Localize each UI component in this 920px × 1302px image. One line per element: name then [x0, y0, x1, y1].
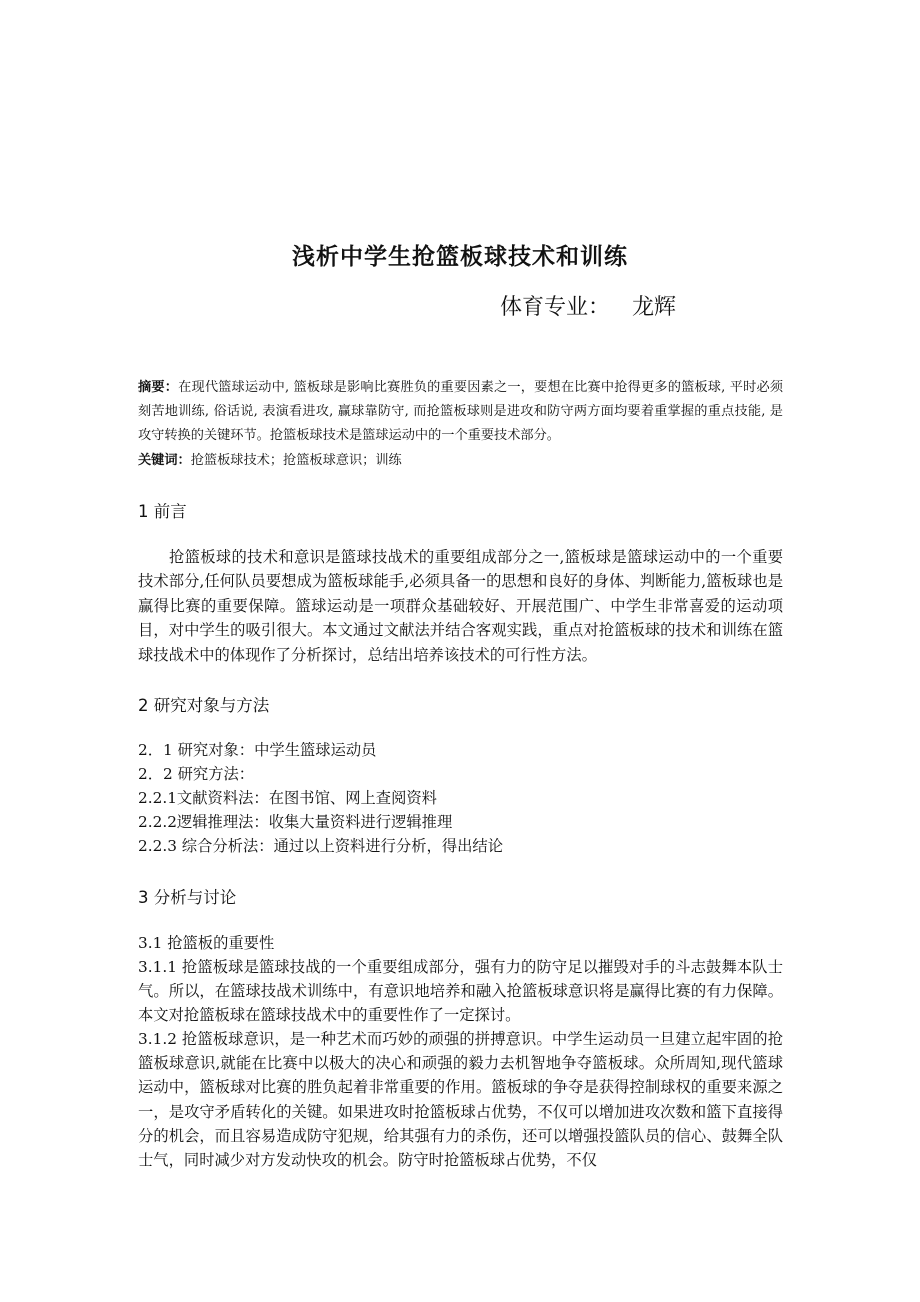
keywords: [138, 449, 783, 473]
introduction-paragraph: 抢篮板球的技术和意识是篮球技战术的重要组成部分之一,篮板球是篮球运动中的一个重要技术部分,任何队员要想成为篮板球能手,必须具备一的思想和良好的身体、判断能力,篮板球也是赢得比赛的重要保障。篮球运动是一项群众基础较好、开展范围广、中学生非常喜爱的运动项目，对中学生的吸引很大。本文通过文献法并结合客观实践，重点对抢篮板球的技术和训练在篮球技战术中的体现作了分析探讨，总结出培养该技术的可行性方法。: [138, 548, 783, 664]
keywords-text: 抢篮板球技术；抢篮板球意识；训练: [190, 453, 402, 468]
methods-line: 2.2.1文献资料法：在图书馆、网上查阅资料: [138, 789, 437, 807]
abstract-label: 摘要：: [138, 380, 179, 395]
methods-line: 2．1 研究对象：中学生篮球运动员: [138, 741, 377, 759]
author-name: 龙辉: [632, 295, 677, 320]
subsection-heading: 3.1 抢篮板的重要性: [138, 934, 275, 952]
section-heading-methods: 2 研究对象与方法: [138, 696, 270, 715]
keywords-label: 关键词：: [138, 453, 191, 468]
methods-line: 2．2 研究方法：: [138, 765, 255, 783]
author-label: 体育专业：: [500, 295, 611, 320]
methods-line: 2.2.2逻辑推理法：收集大量资料进行逻辑推理: [138, 813, 453, 831]
analysis-paragraph-2: 3.1.2 抢篮板球意识，是一种艺术而巧妙的顽强的拼搏意识。中学生运动员一旦建立起牢固的抢篮板球意识,就能在比赛中以极大的决心和顽强的毅力去机智地争夺篮板球。众所周知,现代篮球运动中，篮板球对比赛的胜负起着非常重要的作用。篮板球的争夺是获得控制球权的重要来源之一，是攻守矛盾转化的关键。如果进攻时抢篮板球占优势，不仅可以增加进攻次数和篮下直接得分的机会，而且容易造成防守犯规，给其强有力的杀伤，还可以增强投篮队员的信心、鼓舞全队士气，同时减少对方发动快攻的机会。防守时抢篮板球占优势，不仅: [138, 1030, 783, 1170]
abstract: [138, 376, 783, 448]
abstract-text: 在现代篮球运动中, 篮板球是影响比赛胜负的重要因素之一，要想在比赛中抢得更多的篮板球, 平时必须刻苦地训练, 俗话说, 表演看进攻, 赢球靠防守, 而抢篮板球则是进攻和防守两方面均要着重掌握的重点技能, 是攻守转换的关键环节。抢篮板球技术是篮球运动中的一个重要技术部分。: [138, 380, 784, 443]
paper-title: 浅析中学生抢篮板球技术和训练: [292, 244, 628, 270]
methods-line: 2.2.3 综合分析法：通过以上资料进行分析，得出结论: [138, 837, 504, 855]
author-line: [500, 290, 676, 321]
analysis-paragraph-1: 3.1.1 抢篮板球是篮球技战的一个重要组成部分，强有力的防守足以摧毁对手的斗志鼓舞本队士气。所以，在篮球技战术训练中，有意识地培养和融入抢篮板球意识将是赢得比赛的有力保障。本文对抢篮板球在篮球技战术中的重要性作了一定探讨。: [138, 958, 783, 1025]
section-heading-analysis: 3 分析与讨论: [138, 888, 237, 907]
section-heading-introduction: 1 前言: [138, 502, 187, 521]
